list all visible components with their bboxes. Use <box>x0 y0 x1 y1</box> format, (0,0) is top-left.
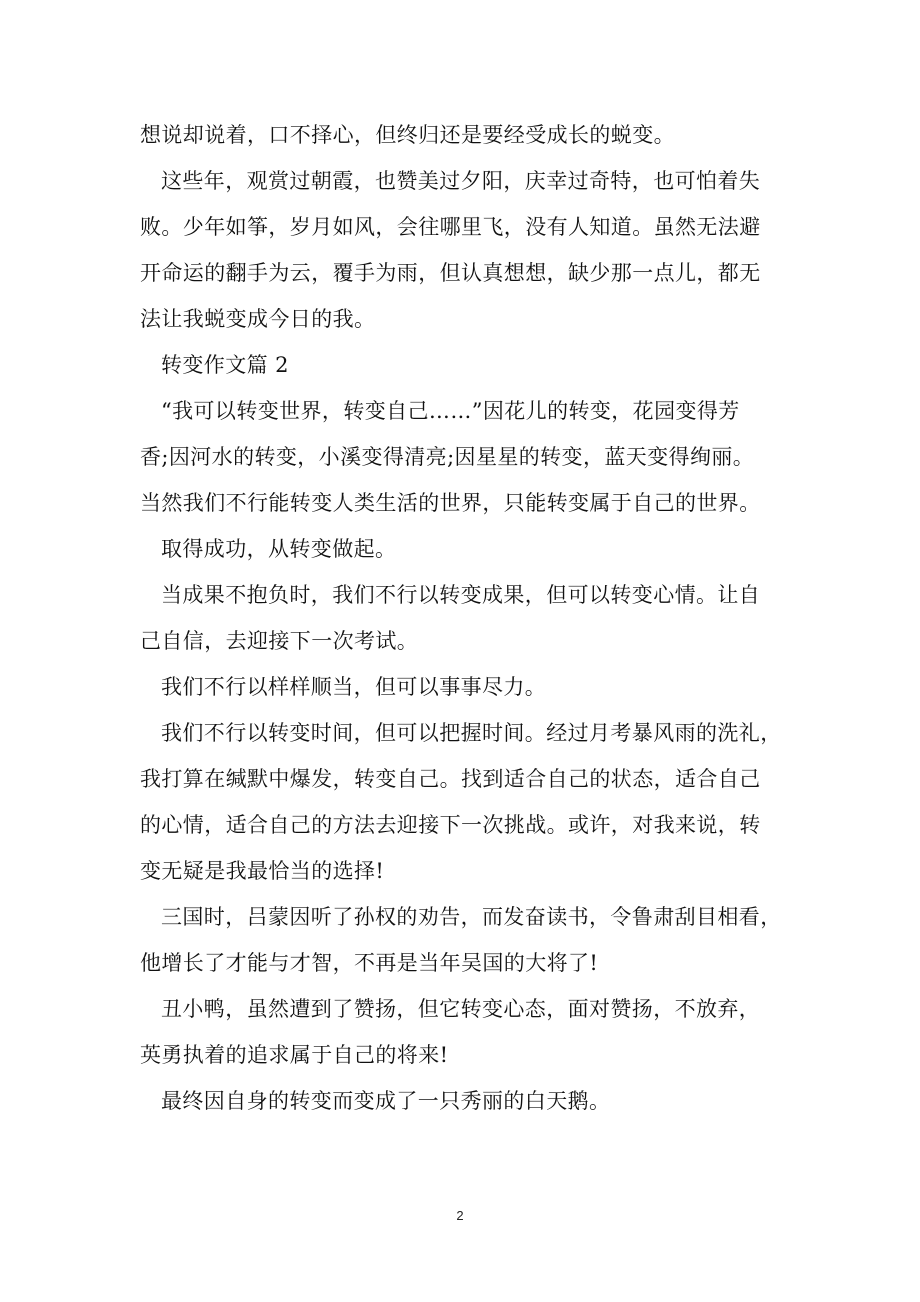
text-line: 己自信，去迎接下一次考试。 <box>140 629 419 653</box>
text-line: 三国时，吕蒙因听了孙权的劝告，而发奋读书，令鲁肃刮目相看， <box>161 905 782 929</box>
text-line: 变无疑是我最恰当的选择! <box>140 859 385 883</box>
text-line: 想说却说着，口不择心，但终归还是要经受成长的蜕变。 <box>140 123 675 147</box>
section-heading: 转变作文篇 2 <box>161 353 289 377</box>
text-line: 当然我们不行能转变人类生活的世界，只能转变属于自己的世界。 <box>140 491 761 515</box>
text-line: 取得成功，从转变做起。 <box>161 537 397 561</box>
text-line: 我们不行以转变时间，但可以把握时间。经过月考暴风雨的洗礼， <box>161 721 782 745</box>
text-line: 我们不行以样样顺当，但可以事事尽力。 <box>161 675 547 699</box>
text-line: 败。少年如筝，岁月如风，会往哪里飞，没有人知道。虽然无法避 <box>140 215 761 239</box>
text-line: 丑小鸭，虽然遭到了赞扬，但它转变心态，面对赞扬，不放弃， <box>161 997 761 1021</box>
text-line: 当成果不抱负时，我们不行以转变成果，但可以转变心情。让自 <box>161 583 761 607</box>
text-line: 我打算在缄默中爆发，转变自己。找到适合自己的状态，适合自己 <box>140 767 761 791</box>
text-line: 香;因河水的转变，小溪变得清亮;因星星的转变，蓝天变得绚丽。 <box>140 445 755 469</box>
text-line: 最终因自身的转变而变成了一只秀丽的白天鹅。 <box>161 1089 611 1113</box>
text-line: 英勇执着的追求属于自己的将来! <box>140 1043 449 1067</box>
page-number: 2 <box>456 1208 464 1223</box>
document-body <box>140 112 780 1124</box>
text-line: 的心情，适合自己的方法去迎接下一次挑战。或许，对我来说，转 <box>140 813 761 837</box>
text-line: “我可以转变世界，转变自己……”因花儿的转变，花园变得芳 <box>161 399 740 423</box>
text-line: 这些年，观赏过朝霞，也赞美过夕阳，庆幸过奇特，也可怕着失 <box>161 169 761 193</box>
text-line: 法让我蜕变成今日的我。 <box>140 307 376 331</box>
text-line: 开命运的翻手为云，覆手为雨，但认真想想，缺少那一点儿，都无 <box>140 261 761 285</box>
text-line: 他增长了才能与才智，不再是当年吴国的大将了! <box>140 951 599 975</box>
